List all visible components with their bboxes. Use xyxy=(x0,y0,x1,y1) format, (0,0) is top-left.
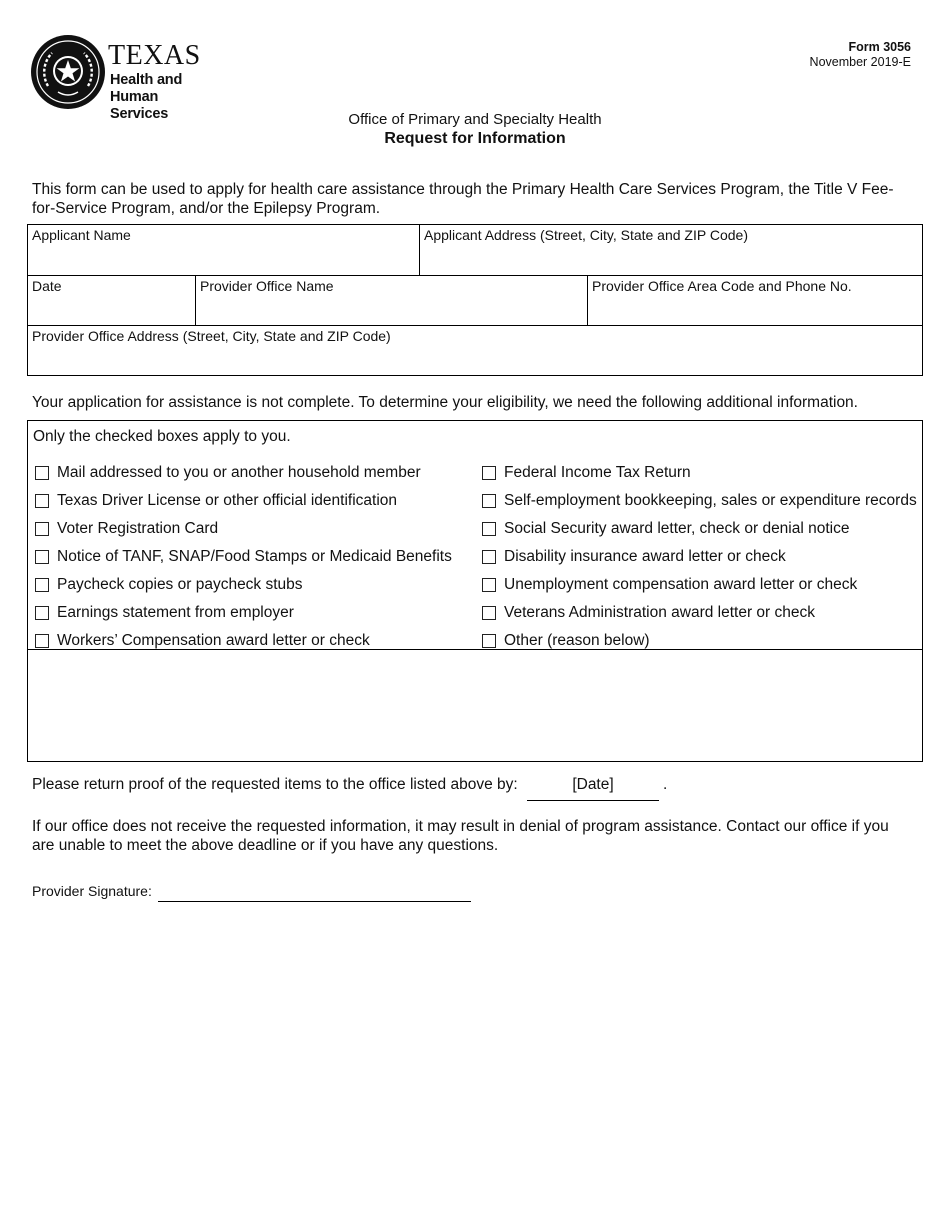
checkbox[interactable] xyxy=(482,634,496,648)
intro-text: This form can be used to apply for health care assistance through the Primary Health Care Services Program, the Title V Fee-for-Service Program, and/or the Epilepsy Program. xyxy=(32,181,894,217)
checkbox[interactable] xyxy=(482,550,496,564)
provider-office-name-label: Provider Office Name xyxy=(200,278,334,294)
checklist-item-label: Notice of TANF, SNAP/Food Stamps or Medicaid Benefits xyxy=(57,548,452,565)
checklist-item[interactable] xyxy=(35,515,452,543)
checklist-item-label: Other (reason below) xyxy=(504,632,650,649)
checklist-item[interactable] xyxy=(482,571,917,599)
checklist-item[interactable] xyxy=(35,543,452,571)
form-identifier xyxy=(810,40,911,70)
provider-phone-field[interactable] xyxy=(588,276,922,326)
checklist-item[interactable] xyxy=(482,487,917,515)
form-revision: November 2019-E xyxy=(809,55,911,69)
checklist-item[interactable] xyxy=(482,543,917,571)
logo-agency-line1: Health and Human xyxy=(110,72,183,105)
checklist-item-label: Voter Registration Card xyxy=(57,520,219,537)
checkbox[interactable] xyxy=(35,634,49,648)
return-instruction: Please return proof of the requested items to the office listed above by: xyxy=(32,776,518,793)
checklist-item[interactable] xyxy=(35,459,452,487)
applicant-name-field[interactable] xyxy=(28,225,420,276)
logo-state-name: TEXAS xyxy=(108,40,201,71)
checklist-item[interactable] xyxy=(482,459,917,487)
date-field[interactable] xyxy=(28,276,196,326)
checklist-item-label: Veterans Administration award letter or check xyxy=(504,604,816,621)
checkbox[interactable] xyxy=(482,522,496,536)
checklist-item[interactable] xyxy=(35,599,452,627)
checklist-item-label: Earnings statement from employer xyxy=(57,604,294,621)
texas-seal-icon xyxy=(30,34,106,110)
applicant-address-field[interactable] xyxy=(420,225,922,276)
checkbox[interactable] xyxy=(482,494,496,508)
checklist-item-label: Federal Income Tax Return xyxy=(504,464,691,481)
signature-label: Provider Signature: xyxy=(32,883,152,899)
page-title: Request for Information xyxy=(384,130,566,147)
checklist-item-label: Workers’ Compensation award letter or check xyxy=(57,632,370,649)
other-reason-textarea[interactable] xyxy=(27,650,923,762)
checklist-instruction: Only the checked boxes apply to you. xyxy=(33,428,291,445)
checkbox[interactable] xyxy=(482,466,496,480)
checklist-right-column xyxy=(482,459,917,655)
checkbox[interactable] xyxy=(482,606,496,620)
provider-office-name-field[interactable] xyxy=(196,276,588,326)
checklist-item-label: Self-employment bookkeeping, sales or expenditure records xyxy=(504,492,917,509)
office-name: Office of Primary and Specialty Health xyxy=(348,111,602,128)
return-period: . xyxy=(663,776,668,793)
applicant-address-label: Applicant Address (Street, City, State and ZIP Code) xyxy=(424,227,748,243)
provider-phone-label: Provider Office Area Code and Phone No. xyxy=(592,278,852,294)
texas-hhs-logo xyxy=(30,34,230,122)
checkbox[interactable] xyxy=(35,578,49,592)
checklist-item-label: Disability insurance award letter or check xyxy=(504,548,786,565)
logo-agency-line2: Services xyxy=(110,106,169,122)
checklist-item-label: Mail addressed to you or another household member xyxy=(57,464,421,481)
checklist-item-label: Social Security award letter, check or denial notice xyxy=(504,520,850,537)
requested-items-checklist xyxy=(27,420,923,650)
checklist-item[interactable] xyxy=(35,571,452,599)
signature-field[interactable] xyxy=(158,883,471,902)
provider-address-label: Provider Office Address (Street, City, State and ZIP Code) xyxy=(32,328,391,344)
checkbox[interactable] xyxy=(35,550,49,564)
checkbox[interactable] xyxy=(35,522,49,536)
form-number: Form 3056 xyxy=(848,40,911,54)
checklist-item[interactable] xyxy=(35,487,452,515)
incomplete-notice: Your application for assistance is not complete. To determine your eligibility, we need the following additional information. xyxy=(32,394,858,411)
denial-warning: If our office does not receive the requested information, it may result in denial of program assistance. Contact our office if you are unable to meet the above deadline or if you have any questions. xyxy=(32,818,889,854)
checkbox[interactable] xyxy=(35,466,49,480)
checklist-item-label: Unemployment compensation award letter or check xyxy=(504,576,858,593)
checklist-item-label: Paycheck copies or paycheck stubs xyxy=(57,576,303,593)
checkbox[interactable] xyxy=(35,606,49,620)
applicant-name-label: Applicant Name xyxy=(32,227,131,243)
applicant-provider-grid xyxy=(27,224,923,376)
provider-address-field[interactable] xyxy=(28,326,922,375)
checklist-item[interactable] xyxy=(482,599,917,627)
checkbox[interactable] xyxy=(482,578,496,592)
checklist-item[interactable] xyxy=(482,515,917,543)
checklist-left-column xyxy=(35,459,452,655)
checkbox[interactable] xyxy=(35,494,49,508)
date-label: Date xyxy=(32,278,62,294)
return-date-field[interactable]: [Date] xyxy=(527,774,659,801)
checklist-item-label: Texas Driver License or other official identification xyxy=(57,492,398,509)
